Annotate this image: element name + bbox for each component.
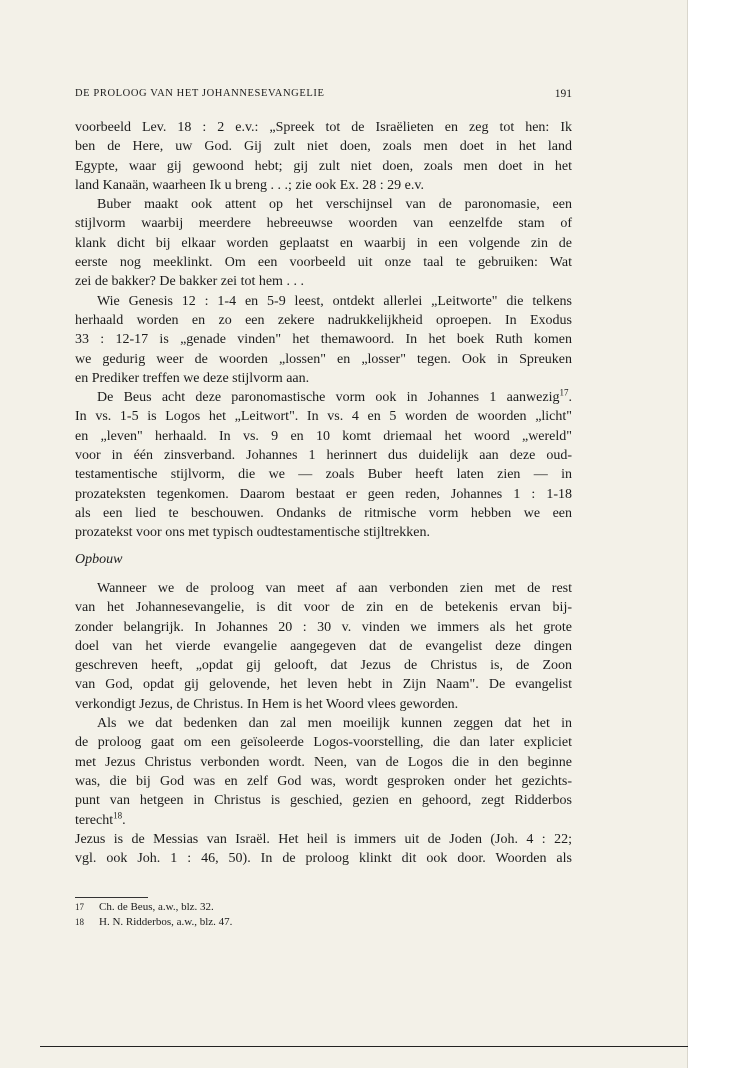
section-heading: Opbouw: [75, 552, 123, 567]
footnote-number: 17: [75, 902, 84, 912]
page-number: 191: [554, 88, 572, 100]
text-line-with-note: terecht$^{18}$.: [75, 809, 126, 828]
text-line: 33 : 12-17 is „genade vinden" het themawoord. In het boek Ruth komen: [75, 332, 572, 348]
text-line: verkondigt Jezus, de Christus. In Hem is het Woord vlees geworden.: [75, 696, 459, 712]
text-line: punt van hetgeen in Christus is geschied, gezien en gehoord, zegt Ridderbos: [75, 793, 572, 809]
footnotes: [75, 900, 232, 930]
footnote-ref-17: 17: [559, 387, 569, 398]
text-line: In vs. 1-5 is Logos het „Leitwort". In vs. 4 en 5 worden de woorden „licht": [75, 409, 572, 425]
text-line: de proloog gaat om een geïsoleerde Logos-voorstelling, die dan later expliciet: [75, 735, 572, 751]
text-line: was, die bij God was en zelf God was, wordt gesproken onder het gezichts-: [75, 773, 572, 789]
text-line: testamentische stijlvorm, die we — zoals Buber heeft laten zien — in: [75, 467, 572, 483]
footnote-number: 18: [75, 917, 84, 927]
footnote-rule: [75, 897, 148, 898]
text-line: van God, opdat gij gelovende, het leven hebt in Zijn Naam". De evangelist: [75, 677, 572, 693]
text-line: we gedurig weer de woorden „lossen" en „losser" tegen. Ook in Spreuken: [75, 351, 572, 367]
text-line: en Prediker treffen we deze stijlvorm aan.: [75, 370, 310, 386]
text-line-with-note: De Beus acht deze paronomastische vorm ook in Johannes 1 aanwezig$^{17}$.: [97, 387, 572, 406]
text-line: van het Johannesevangelie, is dit voor de zin en de betekenis ervan bij-: [75, 600, 572, 616]
text-line: prozatekst voor ons met typisch oudtestamentische stijltrekken.: [75, 525, 430, 541]
text-line: en „leven" herhaald. In vs. 9 en 10 komt driemaal het woord „wereld": [75, 428, 572, 444]
body-text-block-2: [75, 579, 572, 868]
body-text-block-1: [75, 118, 572, 543]
text-line: voorbeeld Lev. 18 : 2 e.v.: „Spreek tot de Israëlieten en zeg tot hen: Ik: [75, 120, 572, 135]
text-line: ben de Here, uw God. Gij zult niet doen, zoals men doet in het land: [75, 139, 572, 155]
text-line: Buber maakt ook attent op het verschijnsel van de paronomasie, een: [97, 197, 572, 213]
text-line: Wie Genesis 12 : 1-4 en 5-9 leest, ontdekt allerlei „Leitworte" die telkens: [97, 293, 572, 309]
text-line: herhaald worden en zo een zekere nadrukkelijkheid oproepen. In Exodus: [75, 312, 572, 328]
footnote: [75, 915, 232, 930]
text-line: eerste nog meeklinkt. Om een voorbeeld uit onze taal te gebruiken: Wat: [75, 255, 572, 271]
running-head-title: DE PROLOOG VAN HET JOHANNESEVANGELIE: [75, 88, 325, 99]
text-line: klank dicht bij elkaar worden geplaatst en waarbij in een volgende zin de: [75, 235, 572, 251]
running-head: [75, 88, 572, 99]
text-line: als een lied te beschouwen. Ondanks de ritmische vorm hebben we een: [75, 505, 572, 521]
footnote-ref-18: 18: [113, 809, 123, 820]
footnote: [75, 900, 232, 915]
text-line: zei de bakker? De bakker zei tot hem . . .: [75, 274, 304, 290]
text-line: Egypte, waar gij gewoond hebt; gij zult niet doen, zoals men doet in het: [75, 158, 572, 174]
text-line: Als we dat bedenken dan zal men moeilijk kunnen zeggen dat het in: [97, 716, 572, 732]
text-line: prozateksten tegenkomen. Daarom bestaat er geen reden, Johannes 1 : 1-18: [75, 486, 572, 502]
text-line: zonder belangrijk. In Johannes 20 : 30 v. vinden we immers als het grote: [75, 619, 572, 635]
text-line: Jezus is de Messias van Israël. Het heil is immers uit de Joden (Joh. 4 : 22;: [75, 831, 572, 847]
text-line: geschreven heeft, „opdat gij gelooft, dat Jezus de Christus is, de Zoon: [75, 658, 572, 674]
text-line: stijlvorm waarbij meerdere hebreeuwse woorden van eenzelfde stam of: [75, 216, 572, 232]
footnote-text: Ch. de Beus, a.w., blz. 32.: [99, 901, 214, 913]
text-line: vgl. ook Joh. 1 : 46, 50). In de proloog klinkt dit ook door. Woorden als: [75, 851, 572, 867]
text-line: Wanneer we de proloog van meet af aan verbonden zien met de rest: [97, 581, 572, 596]
scan-margin: [688, 0, 738, 1068]
text-line: voor in één zinsverband. Johannes 1 herinnert dus duidelijk aan deze oud-: [75, 448, 572, 464]
text-line: land Kanaän, waarheen Ik u breng . . .; zie ook Ex. 28 : 29 e.v.: [75, 177, 424, 193]
text-line: De Beus acht deze paronomastische vorm ook in Johannes 1 aanwezig: [97, 390, 560, 406]
text-line: met Jezus Christus verbonden wordt. Neen, van de Logos die in den beginne: [75, 754, 572, 770]
text-line: terecht: [75, 812, 114, 828]
bottom-edge-rule: [40, 1046, 688, 1047]
footnote-text: H. N. Ridderbos, a.w., blz. 47.: [99, 916, 233, 928]
text-line: doel van het vierde evangelie aangegeven dat de evangelist deze dingen: [75, 638, 572, 654]
